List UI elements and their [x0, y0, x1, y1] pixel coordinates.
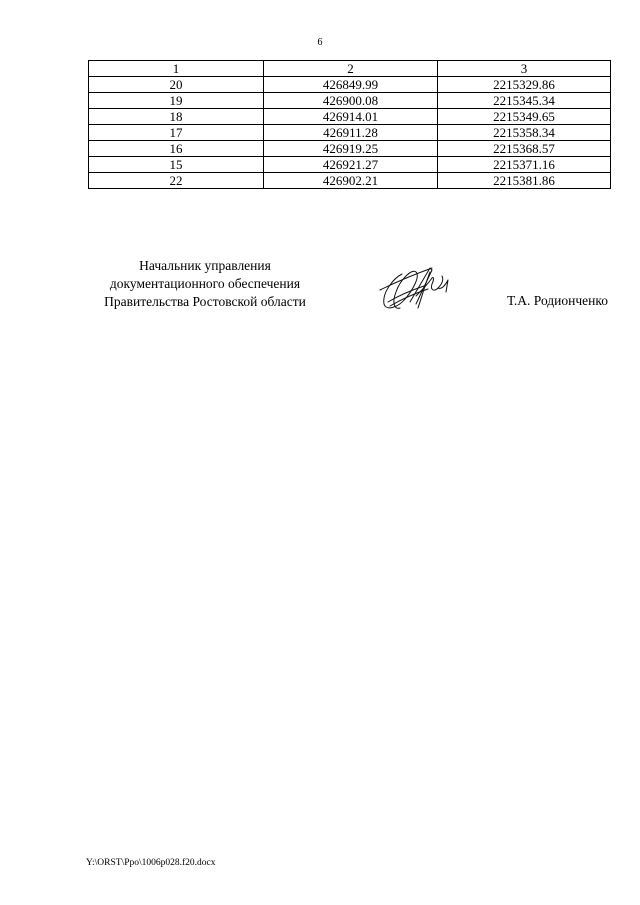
signatory-position	[80, 257, 330, 311]
signatory-position-line: Правительства Ростовской области	[104, 294, 306, 309]
x-coordinate-cell: 426914.01	[264, 109, 438, 125]
point-number-cell: 19	[89, 93, 264, 109]
x-coordinate-cell: 426921.27	[264, 157, 438, 173]
y-coordinate-cell: 2215381.86	[438, 173, 611, 189]
y-coordinate-cell: 2215329.86	[438, 77, 611, 93]
x-coordinate-cell: 426900.08	[264, 93, 438, 109]
coordinates-table	[88, 60, 611, 189]
table-row	[89, 109, 611, 125]
point-number-cell: 18	[89, 109, 264, 125]
table-row	[89, 173, 611, 189]
point-number-cell: 15	[89, 157, 264, 173]
point-number-cell: 22	[89, 173, 264, 189]
x-coordinate-cell: 426849.99	[264, 77, 438, 93]
signatory-name: Т.А. Родионченко	[507, 293, 608, 308]
x-coordinate-cell: 426902.21	[264, 173, 438, 189]
handwritten-signature	[372, 262, 464, 314]
table-header-row	[89, 61, 611, 77]
y-coordinate-cell: 2215368.57	[438, 141, 611, 157]
y-coordinate-cell: 2215358.34	[438, 125, 611, 141]
table-row	[89, 141, 611, 157]
column-header: 3	[438, 61, 611, 77]
signatory-position-line: Начальник управления	[139, 258, 271, 273]
column-header: 1	[89, 61, 264, 77]
table-row	[89, 93, 611, 109]
signatory-position-line: документационного обеспечения	[109, 276, 301, 291]
x-coordinate-cell: 426919.25	[264, 141, 438, 157]
page-number: 6	[317, 37, 323, 48]
column-header: 2	[264, 61, 438, 77]
table-row	[89, 157, 611, 173]
point-number-cell: 16	[89, 141, 264, 157]
table-row	[89, 77, 611, 93]
table-row	[89, 125, 611, 141]
y-coordinate-cell: 2215349.65	[438, 109, 611, 125]
y-coordinate-cell: 2215371.16	[438, 157, 611, 173]
y-coordinate-cell: 2215345.34	[438, 93, 611, 109]
point-number-cell: 17	[89, 125, 264, 141]
document-file-path: Y:\ORST\Ppo\1006p028.f20.docx	[86, 858, 216, 868]
point-number-cell: 20	[89, 77, 264, 93]
x-coordinate-cell: 426911.28	[264, 125, 438, 141]
